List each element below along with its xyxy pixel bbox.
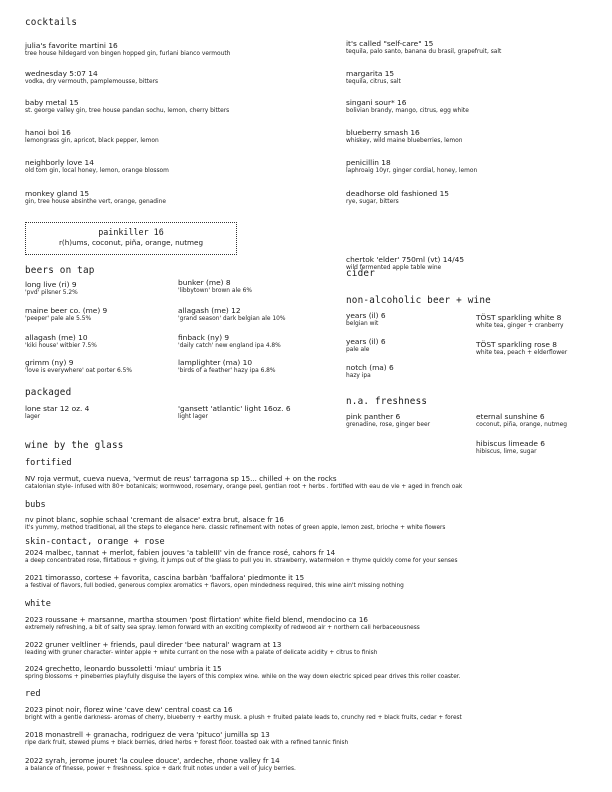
menu-item: eternal sunshine 6 coconut, piña, orange, nutmeg: [476, 412, 568, 428]
menu-item: allagash (me) 12 'grand season' dark belgian ale 10%: [178, 306, 286, 322]
menu-item: margarita 15 tequila, citrus, salt: [346, 69, 401, 85]
menu-item: 2021 timorasso, cortese + favorita, cascina barbàn 'baffalora' piedmonte it 15 a festival of flavors, full bodied, generous complex aromatics + flavors, open mindedness required, this wine ain't missing nothing: [25, 573, 404, 589]
menu-item: hibiscus limeade 6 hibiscus, lime, sugar: [476, 439, 545, 455]
wine-heading: wine by the glass: [25, 440, 124, 451]
menu-item: 2023 roussane + marsanne, martha stoumen 'post flirtation' white field blend, mendocino ca 16 extremely refreshing, a bit of salty sea spray. lemon forward with an exciting complexity of redwood air + northern cali herbaceousness: [25, 615, 420, 631]
menu-item: TÖST sparkling white 8 white tea, ginger + cranberry: [476, 313, 564, 329]
menu-item: years (il) 6 pale ale: [346, 337, 386, 353]
red-heading: red: [25, 689, 41, 699]
na-beer-heading: non-alcoholic beer + wine: [346, 295, 491, 306]
menu-item: grimm (ny) 9 'love is everywhere' oat porter 6.5%: [25, 358, 133, 374]
menu-item: finback (ny) 9 'daily catch' new england ipa 4.8%: [178, 333, 281, 349]
menu-item: singani sour* 16 bolivian brandy, mango, citrus, egg white: [346, 98, 469, 114]
menu-item: 2022 syrah, jerome jouret 'la coulee douce', ardeche, rhone valley fr 14 a balance of finesse, power + freshness. spice + dark fruit notes under a veil of juicy berries.: [25, 756, 296, 772]
menu-item: bunker (me) 8 'libbytown' brown ale 6%: [178, 278, 252, 294]
bubs-heading: bubs: [25, 500, 46, 510]
menu-item: monkey gland 15 gin, tree house absinthe vert, orange, genadine: [25, 189, 167, 205]
menu-item: years (il) 6 belgian wit: [346, 311, 386, 327]
menu-item: deadhorse old fashioned 15 rye, sugar, bitters: [346, 189, 449, 205]
menu-item: maine beer co. (me) 9 'peeper' pale ale 5.5%: [25, 306, 108, 322]
menu-item: hanoi boi 16 lemongrass gin, apricot, black pepper, lemon: [25, 128, 159, 144]
menu-item: blueberry smash 16 whiskey, wild maine blueberries, lemon: [346, 128, 463, 144]
menu-item: chertok 'elder' 750ml (vt) 14/45 wild fermented apple table wine: [346, 255, 465, 271]
menu-item: allagash (me) 10 'kiki house' witbier 7.5%: [25, 333, 97, 349]
menu-item: 2024 grechetto, leonardo bussoletti 'miau' umbria it 15 spring blossoms + pineberries playfully disguise the layers of this complex wine. while on the way down electric spiced pear drives this roller coaster.: [25, 664, 461, 680]
painkiller-desc: r(h)ums, coconut, piña, orange, nutmeg: [58, 238, 204, 247]
fortified-heading: fortified: [25, 458, 72, 468]
menu-item: pink panther 6 grenadine, rose, ginger beer: [346, 412, 430, 428]
painkiller-name: painkiller 16: [98, 227, 164, 237]
cider-heading: cider: [346, 268, 375, 279]
beers-heading: beers on tap: [25, 265, 95, 276]
white-heading: white: [25, 599, 51, 609]
menu-item: TÖST sparkling rose 8 white tea, peach + elderflower: [476, 340, 568, 356]
menu-item: wednesday 5:07 14 vodka, dry vermouth, pamplemousse, bitters: [25, 69, 159, 85]
menu-item: penicillin 18 laphroaig 10yr, ginger cordial, honey, lemon: [346, 158, 478, 174]
skin-contact-heading: skin-contact, orange + rose: [25, 537, 165, 547]
menu-item: neighborly love 14 old tom gin, local honey, lemon, orange blossom: [25, 158, 169, 174]
menu-item: it's called "self-care" 15 tequila, palo santo, banana du brasil, grapefruit, salt: [346, 39, 502, 55]
menu-item: 2023 pinot noir, florez wine 'cave dew' central coast ca 16 bright with a gentle darkness- aromas of cherry, blueberry + earthy musk. a plush + fruited palate leads to, crunchy red + black fruits, cedar + forest: [25, 705, 462, 721]
menu-item: julia's favorite martini 16 tree house hildegard von bingen hopped gin, furlani bianco vermouth: [25, 41, 231, 57]
menu-item: nv pinot blanc, sophie schaal 'cremant de alsace' extra brut, alsace fr 16 it's yummy, method traditional, all the steps to elegance here. classic refinement with notes of green apple, lemon zest, brioche + white flowers: [25, 515, 446, 531]
menu-item: NV roja vermut, cueva nueva, 'vermut de reus' tarragona sp 15... chilled + on the rocks catalonian style- infused with 80+ botanicals; wormwood, rosemary, orange peel, gentian root + herbs . fortified with eau de vie + aged in french oak: [25, 474, 463, 490]
menu-item: 2024 malbec, tannat + merlot, fabien jouves 'a tableIII' vin de france rosé, cahors fr 14 a deep concentrated rose, flirtatious + giving, it jumps out of the glass to pull you in. strawberry, watermelon + thyme quickly come for your senses: [25, 548, 458, 564]
menu-item: notch (ma) 6 hazy ipa: [346, 363, 394, 379]
menu-item: long live (ri) 9 'pvd' pilsner 5.2%: [25, 280, 78, 296]
menu-item: 'gansett 'atlantic' light 16oz. 6 light lager: [178, 404, 291, 420]
na-freshness-heading: n.a. freshness: [346, 396, 428, 407]
cocktails-heading: cocktails: [25, 17, 78, 28]
menu-item: lone star 12 oz. 4 lager: [25, 404, 90, 420]
menu-item: baby metal 15 st. george valley gin, tree house pandan sochu, lemon, cherry bitters: [25, 98, 230, 114]
packaged-heading: packaged: [25, 387, 72, 398]
menu-item: lamplighter (ma) 10 'birds of a feather' hazy ipa 6.8%: [178, 358, 276, 374]
menu-item: 2022 gruner veltliner + friends, paul direder 'bee natural' wagram at 13 leading with gruner character- winter apple + white currant on the nose with a palate of delicate acidity + citrus to finish: [25, 640, 378, 656]
menu-item: 2018 monastrell + granacha, rodriguez de vera 'pituco' jumilla sp 13 ripe dark fruit, stewed plums + black berries, dried herbs + forest floor. toasted oak with a refined tannic finish: [25, 730, 349, 746]
painkiller-feature-box: [25, 222, 237, 255]
